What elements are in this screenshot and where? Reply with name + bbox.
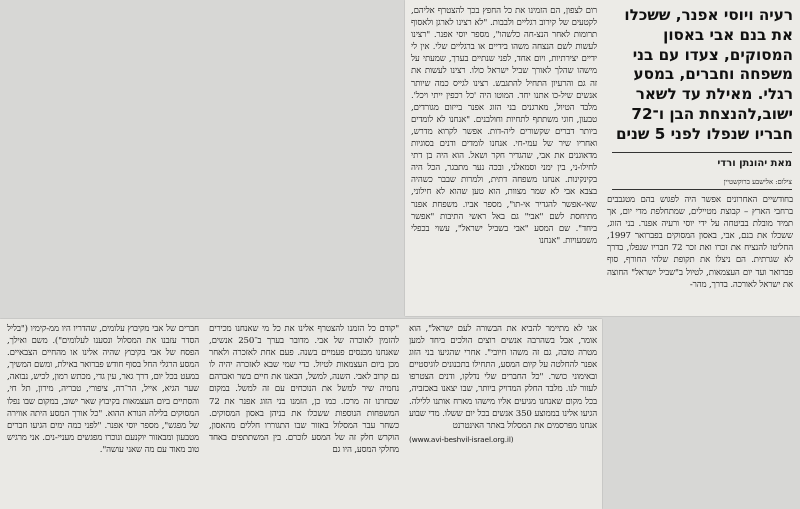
website-url: (www.avi-beshvil-israel.org.il): [409, 434, 514, 444]
article-clipping-bottom: [0, 319, 602, 509]
article-column-intro: [607, 194, 793, 314]
byline: מאת יהונתן ורדי: [717, 158, 792, 169]
article-column-top-left: [411, 5, 597, 314]
column-text: אני לא מתיימר להביא את הבשורה לעם ישראל", הוא אומר, אבל בשהרבה אנשים רוצים הולכים ביחד למען מטרה טובה, גם זה משהו חיובי". אחרי שהגיעו בני הזוג אפנר להחלטה על קיום המסע, התחילו בתכנונים לוגיסטיים ובאימוני כושר. "כל החברים שלי נדלקו, ודנים הצטרפו לעזור לנו. מלבד החלק המדויק ביותר, שבו יצאנו באכזביה, בכל מקום שאנחנו מגיעים אליו מישהו מארח אותנו ללילה. הגיעו אלינו בממוצע 350 אנשים בכל יום ששלו. מדי שבוע אנחנו מפרסמים את המסלול באתר האינטרנט: [409, 324, 597, 431]
photo-credit: צילום: אלישבע ברוקשטיין: [723, 178, 792, 186]
headline: רעיה ויוסי אפנר, ששכלו את בנם אבי באסון המסוקים, צעדו עם בני משפחה וחברים, במסע רגלי. מאילת עד לשאר ישוב,להנצחת הבן ו־72 חבריו שנפלו לפני 5 שנים: [615, 6, 793, 143]
headline-divider: [612, 152, 792, 153]
column-text: "קודם כל הזמנו להצטרף אלינו את כל מי שאנחנו מכירים להזמין לאוכרה של אבי. מדובר בערך ב־250 אנשים, שאנחנו מכנסים פעמיים בשנה. פעם אחת לאזכרה ולאחר מכן ביום העצמאות לטיול. כדי שמי שבא לאזכרה יהיה לו גם קרוב לאבי. השנה, למשל, הבאנו את חיים בשר ואברהם נחמיה שיר למשל את הנוכחים עם זה למשל. במקום שבחרנו זה מרכז. כמו כן, הזמנו בני הזוג אפנר את 72 המשפחות הנוספות ששכלו את בניהן באסון המסוקים. כשחר עבר המסלול באזור שבו התגוררו חללים מהאסון, הוקרש חלק זה של המסע לזכרם. בין המשתתפים באחד מחלקי המסע, היו גם: [209, 324, 399, 455]
article-column-bottom-middle: [209, 323, 399, 505]
byline-divider: [612, 189, 792, 190]
article-column-bottom-right: [409, 323, 597, 505]
article-column-bottom-left: [7, 323, 199, 505]
column-text: רום לצפון, הם הזמינו את כל החפץ בכך להצטרף אליהם, לקטעים של קירוב רגליים ולבבות. "לא רצינו לארגן ולאסוף תרומות לאחר הנצ-חה כלשהו", מספר יוסי אפנר. "רצינו לעשות לשם הנצחה משהו בידיים או ברגליים שלי. אין לי ידיים יצירתיות, ויום אחד, לפני שנתיים בערך, שמעתי על מישהו שהלך לאורך שביל ישראל כולו. רצינו לעשות את זה גם והרעיון התחיל להתגבש. רצינו לגייס כמה שיותר אנשים שיל-כו אתנו יחד. המוטו היה 'כל רכפין ייתי ויכל'. מלבד הטיול, מארגנים בני הזוג אפנר בייזום מגורדים, טבעון, חוגי משתתף לתחיות וחולבנים. "אנחנו לא לומדים ביותר דברים שקשורים ליה-דות. אפשר לקרוא מדרש, ואחריו שיר של עמי-חי. אנחנו לומדים ודנים בסוגיות מדאוגנים את אבי, שהגדיר חקר ושאל. הוא היה בן דתי לחילו-ני, בין ימני וסמאלני, ובכה נער מתבגר, הכל היה בקינקינות. אנחנו משפחה דתית, ולמרות שבבר כשהיה בצבא אבי לא שמר מצוות, הוא טען שהוא לא חילוני, שאי-אפשר להגדיר אי-תו", מספר אביו. משפחת אפנר מתיחסת לשם "אבי" גם באל ראשי התיבות "אפשר ביחד". שם המסע "אבי בשביל ישראל", עשוי בכפלי משמעויות. "אנחנו: [411, 6, 597, 246]
article-clipping-top: [405, 0, 800, 316]
column-text: חברים של אבי מקיבוץ עלומים, שהדריו היו ממ-קימיו ("בליל הסדר עזבנו את המסלול ונסענו לעלומים"). משם ואילך, הפסח של אבי בקיבוץ שהיה אלינו או מהחיים הצבאיים. המסע הרגלי החל בסוף חודש פברואר באילת, ומשם המשיך, במעט בכל יום, דרך גאר, עין גדי, מכתש רמון, לכיש, נבואה, שער הגיא, אייל, הר־רה, ציפורי, טבריה, מירון, תל חי, והסתיים ביום העצמאות בקיבוץ שאר ישוב, במקום שבו נפלו המסוקים בלילה הנורא ההוא. "כל אורך המסע היתה אווירה של מפגש", מספר יוסי אפנר. "לפני כמה ימים הגיעו חברים מטבעון ומבאזור יוקנעם ונוכרו מפגשים מעניי-נים. אני מרגיש טוב מאוד עם מה שאני עושה".: [7, 324, 199, 455]
column-text: בחודשיים האחרונים אפשר היה לפגוש בהם מטגבבים ברחבי הארץ – קבוצת מטיילים, שמתחלפת מדי יום, אך תמיד מובלת בביטחה על ידי יוסי ורעיה אפנר. בני הזוג, ששכלו את בנם, אבי, באסון המסוקים בפברואר 1997, החליטו להנציח את זכרו ואת זכר 72 חבריו שנפלו, בדרך לא שגרתית. הם ניצלו את תקופת שלהי החורף, סוף פברואר ועד יום העצמאות, לטיול ב"שביל ישראל" החוצה את ישראל לאורכה. בדרך, מהר-: [607, 195, 793, 290]
